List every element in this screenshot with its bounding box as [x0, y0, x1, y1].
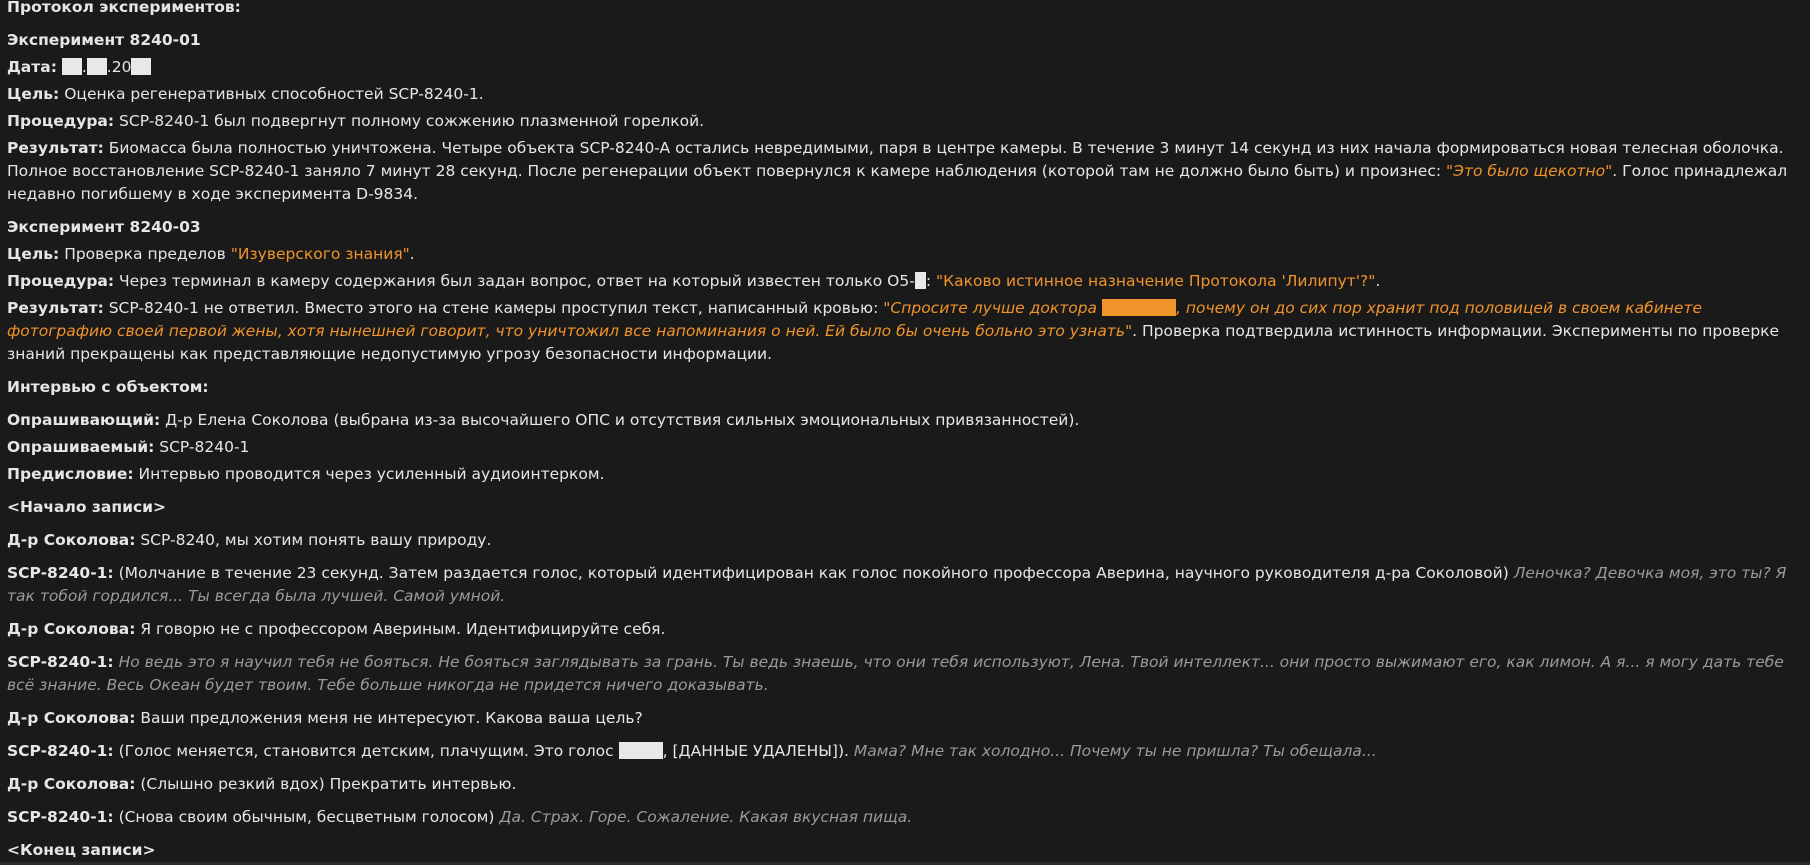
protocol-heading: Протокол экспериментов: [7, 0, 241, 16]
dialogue-line [7, 806, 1803, 829]
dialogue-line [7, 707, 1803, 730]
experiment-01-title: Эксперимент 8240-01 [7, 31, 201, 49]
goal-text: Оценка регенеративных способностей SCP-8240-1. [64, 85, 484, 103]
speaker-italic-text: Да. Страх. Горе. Сожаление. Какая вкусная пища. [499, 808, 913, 826]
dialogue-line [7, 740, 1803, 763]
interviewer-label: Опрашивающий: [7, 411, 161, 429]
result-label: Результат: [7, 299, 104, 317]
date-separator: . [81, 58, 87, 76]
speaker-italic-text: Мама? Мне так холодно... Почему ты не пришла? Ты обещала... [853, 742, 1377, 760]
interview-heading: Интервью с объектом: [7, 378, 209, 396]
redacted-block [1102, 299, 1176, 316]
subject-text: SCP-8240-1 [159, 438, 250, 456]
procedure-colon: : [925, 272, 932, 290]
result-tail: . Проверка подтвердила истинность информации. Эксперименты по проверке знаний прекращены как представляющие недопустимую угрозу безопасности информации. [7, 322, 1780, 363]
redacted-block [62, 58, 82, 75]
speaker-text: Я говорю не с профессором Авериным. Идентифицируйте себя. [140, 620, 666, 638]
dialogue-line [7, 618, 1803, 641]
speaker-italic-text: Леночка? Девочка моя, это ты? Я так тобой гордился... Ты всегда была лучшей. Самой умной. [7, 564, 1787, 605]
record-end: <Конец записи> [7, 841, 156, 859]
speaker-text: (Слышно резкий вдох) Прекратить интервью. [140, 775, 517, 793]
date-year-prefix: .20 [106, 58, 132, 76]
speaker-label: Д-р Соколова: [7, 620, 136, 638]
speaker-text: (Снова своим обычным, бесцветным голосом) [118, 808, 495, 826]
goal-label: Цель: [7, 245, 60, 263]
result-text: SCP-8240-1 не ответил. Вместо этого на стене камеры проступил текст, написанный кровью: [108, 299, 879, 317]
result-quote-start: "Спросите лучше доктора [883, 299, 1098, 317]
speaker-italic-text: Но ведь это я научил тебя не бояться. Не бояться заглядывать за грань. Ты ведь знаешь, что они тебя используют, Лена. Твой интеллект... они просто выжимают его, как лимон. А я... я могу дать тебе всё знание. Весь Океан будет твоим. Тебе больше никогда не придется ничего доказывать. [7, 653, 1784, 694]
result-tail: . Голос принадлежал недавно погибшему в ходе эксперимента D-9834. [7, 162, 1788, 203]
procedure-text: SCP-8240-1 был подвергнут полному сожжению плазменной горелкой. [119, 112, 705, 130]
experiment-01-goal [7, 83, 1803, 106]
experiment-03-goal [7, 243, 1803, 266]
speaker-text: (Голос меняется, становится детским, плачущим. Это голос [118, 742, 614, 760]
speaker-label: Д-р Соколова: [7, 709, 136, 727]
experiment-03-title: Эксперимент 8240-03 [7, 218, 201, 236]
procedure-text: Через терминал в камеру содержания был задан вопрос, ответ на который известен только O5- [119, 272, 915, 290]
preface-line [7, 463, 1803, 486]
redacted-block [619, 742, 663, 759]
interviewer-text: Д-р Елена Соколова (выбрана из-за высочайшего ОПС и отсутствия сильных эмоциональных привязанностей). [165, 411, 1080, 429]
speaker-text: (Молчание в течение 23 секунд. Затем раздается голос, который идентифицирован как голос покойного профессора Аверина, научного руководителя д-ра Соколовой) [118, 564, 1509, 582]
dialogue-line [7, 529, 1803, 552]
date-label: Дата: [7, 58, 57, 76]
result-quote-end: , почему он до сих пор хранит под половицей в своем кабинете фотографию своей первой жены, хотя нынешней говорит, что уничтожил все напоминания о ней. Ей было бы очень больно это узнать" [7, 299, 1703, 340]
preface-text: Интервью проводится через усиленный аудиоинтерком. [138, 465, 605, 483]
record-start: <Начало записи> [7, 498, 166, 516]
speaker-label: SCP-8240-1: [7, 742, 114, 760]
redacted-block [87, 58, 107, 75]
procedure-tail: . [1375, 272, 1381, 290]
speaker-label: Д-р Соколова: [7, 775, 136, 793]
experiment-01-date [7, 56, 1803, 79]
dialogue-line [7, 773, 1803, 796]
goal-quote: "Изуверского знания" [230, 245, 410, 263]
speaker-text-tail: , [ДАННЫЕ УДАЛЕНЫ]). [662, 742, 849, 760]
experiment-01-result [7, 137, 1803, 206]
goal-text: Проверка пределов [64, 245, 226, 263]
goal-label: Цель: [7, 85, 60, 103]
experiment-01-procedure [7, 110, 1803, 133]
preface-label: Предисловие: [7, 465, 134, 483]
subject-label: Опрашиваемый: [7, 438, 155, 456]
result-label: Результат: [7, 139, 104, 157]
document-body [7, 0, 1803, 862]
interviewer-line [7, 409, 1803, 432]
redacted-block [915, 272, 926, 289]
redacted-block [131, 58, 151, 75]
dialogue-line [7, 651, 1803, 697]
experiment-03-result [7, 297, 1803, 366]
subject-line [7, 436, 1803, 459]
speaker-label: Д-р Соколова: [7, 531, 136, 549]
speaker-text: Ваши предложения меня не интересуют. Какова ваша цель? [140, 709, 643, 727]
procedure-label: Процедура: [7, 272, 115, 290]
dialogue-line [7, 562, 1803, 608]
procedure-quote: "Каково истинное назначение Протокола 'Лилипут'?" [936, 272, 1376, 290]
experiment-03-procedure [7, 270, 1803, 293]
speaker-label: SCP-8240-1: [7, 564, 114, 582]
procedure-label: Процедура: [7, 112, 115, 130]
goal-tail: . [409, 245, 415, 263]
speaker-label: SCP-8240-1: [7, 808, 114, 826]
result-text: Биомасса была полностью уничтожена. Четыре объекта SCP-8240-A остались невредимыми, паря в центре камеры. В течение 3 минут 14 секунд из них начала формироваться новая телесная оболочка. Полное восстановление SCP-8240-1 заняло 7 минут 28 секунд. После регенерации объект повернулся к камере наблюдения (которой там не должно было быть) и произнес: [7, 139, 1784, 180]
speaker-text: SCP-8240, мы хотим понять вашу природу. [140, 531, 492, 549]
speaker-label: SCP-8240-1: [7, 653, 114, 671]
result-quote: "Это было щекотно" [1446, 162, 1613, 180]
